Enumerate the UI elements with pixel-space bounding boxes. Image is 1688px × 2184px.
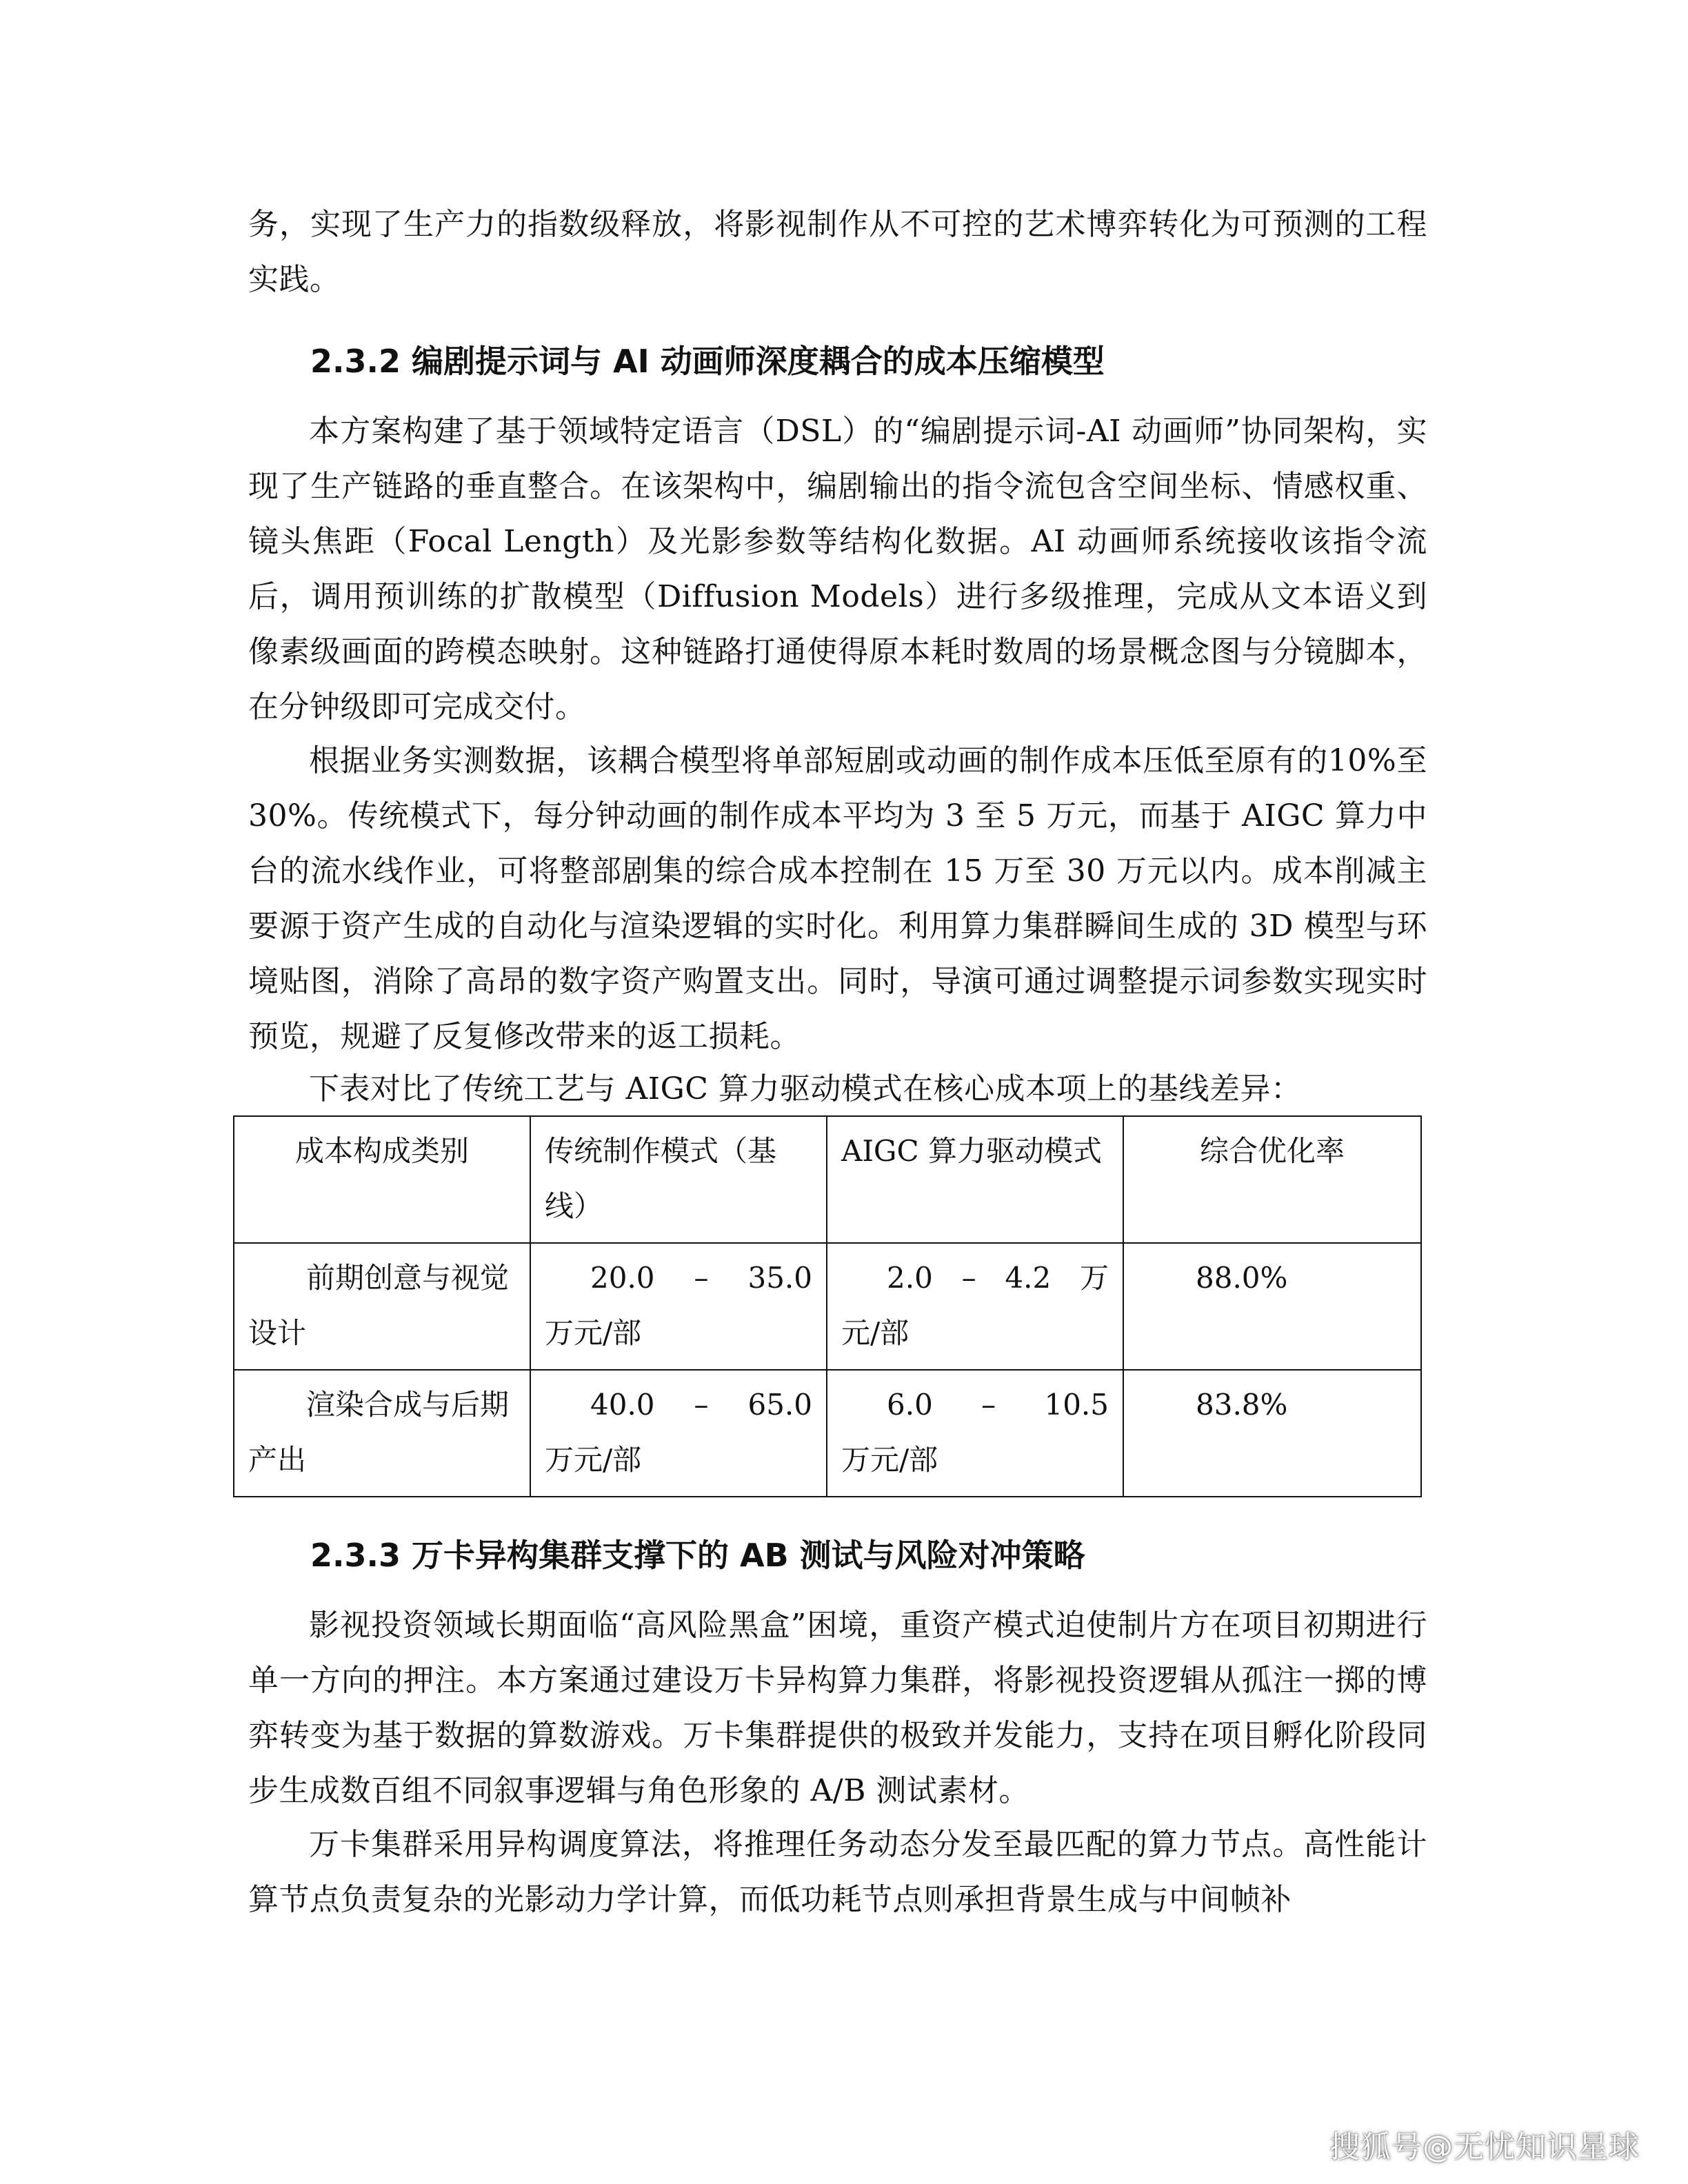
header-optimization-rate: 综合优化率 [1123,1116,1421,1243]
row-category: 渲染合成与后期产出 [234,1370,530,1497]
table-row [234,1370,1421,1497]
traditional-range: 40.0 – 65.0 [590,1388,812,1422]
traditional-unit: 万元/部 [545,1443,642,1477]
section-2-3-2-heading: 2.3.2 编剧提示词与 AI 动画师深度耦合的成本压缩模型 [310,343,1105,380]
traditional-unit: 万元/部 [545,1316,642,1350]
header-aigc-mode: AIGC 算力驱动模式 [827,1116,1123,1243]
row-traditional-cost [530,1243,827,1370]
table-row [234,1243,1421,1370]
section-2-3-2-paragraph-2: 根据业务实测数据，该耦合模型将单部短剧或动画的制作成本压低至原有的10%至 30%。传统模式下，每分钟动画的制作成本平均为 3 至 5 万元，而基于 AIGC 算力中台的流水线作业，可将整部剧集的综合成本控制在 15 万至 30 万元以内。成本削减主要源于资产生成的自动化与渲染逻辑的实时化。利用算力集群瞬间生成的 3D 模型与环境贴图，消除了高昂的数字资产购置支出。同时，导演可通过调整提示词参数实现实时预览，规避了反复修改带来的返工损耗。 [248,743,1427,1054]
aigc-range: 6.0 – 10.5 [887,1388,1109,1422]
cost-comparison-table [233,1115,1422,1497]
row-traditional-cost [530,1370,827,1497]
sohu-watermark: 搜狐号@无忧知识星球 [1329,2130,1640,2165]
table-header-row [234,1116,1421,1243]
intro-tail-paragraph: 务，实现了生产力的指数级释放，将影视制作从不可控的艺术博弈转化为可预测的工程实践。 [248,207,1427,297]
header-cost-category: 成本构成类别 [234,1116,530,1243]
aigc-unit: 元/部 [841,1316,910,1350]
section-2-3-3-paragraph-1: 影视投资领域长期面临“高风险黑盒”困境，重资产模式迫使制片方在项目初期进行单一方向的押注。本方案通过建设万卡异构算力集群，将影视投资逻辑从孤注一掷的博弈转变为基于数据的算数游戏。万卡集群提供的极致并发能力，支持在项目孵化阶段同步生成数百组不同叙事逻辑与角色形象的 A/B 测试素材。 [248,1608,1427,1808]
section-2-3-3-heading: 2.3.3 万卡异构集群支撑下的 AB 测试与风险对冲策略 [310,1537,1085,1574]
row-aigc-cost [827,1243,1123,1370]
aigc-range: 2.0 – 4.2 万 [887,1261,1109,1295]
row-aigc-cost [827,1370,1123,1497]
section-2-3-2-paragraph-1: 本方案构建了基于领域特定语言（DSL）的“编剧提示词-AI 动画师”协同架构，实现了生产链路的垂直整合。在该架构中，编剧输出的指令流包含空间坐标、情感权重、镜头焦距（Focal Length）及光影参数等结构化数据。AI 动画师系统接收该指令流后，调用预训练的扩散模型（Diffusion Models）进行多级推理，完成从文本语义到像素级画面的跨模态映射。这种链路打通使得原本耗时数周的场景概念图与分镜脚本，在分钟级即可完成交付。 [248,414,1427,725]
aigc-unit: 万元/部 [841,1443,938,1477]
row-optimization-rate: 88.0% [1123,1243,1421,1370]
row-optimization-rate: 83.8% [1123,1370,1421,1497]
row-category: 前期创意与视觉设计 [234,1243,530,1370]
traditional-range: 20.0 – 35.0 [590,1261,812,1295]
section-2-3-3-paragraph-2: 万卡集群采用异构调度算法，将推理任务动态分发至最匹配的算力节点。高性能计算节点负责复杂的光影动力学计算，而低功耗节点则承担背景生成与中间帧补 [248,1827,1427,1917]
header-traditional-mode: 传统制作模式（基线） [530,1116,827,1243]
table-intro-text: 下表对比了传统工艺与 AIGC 算力驱动模式在核心成本项上的基线差异： [309,1071,1302,1106]
